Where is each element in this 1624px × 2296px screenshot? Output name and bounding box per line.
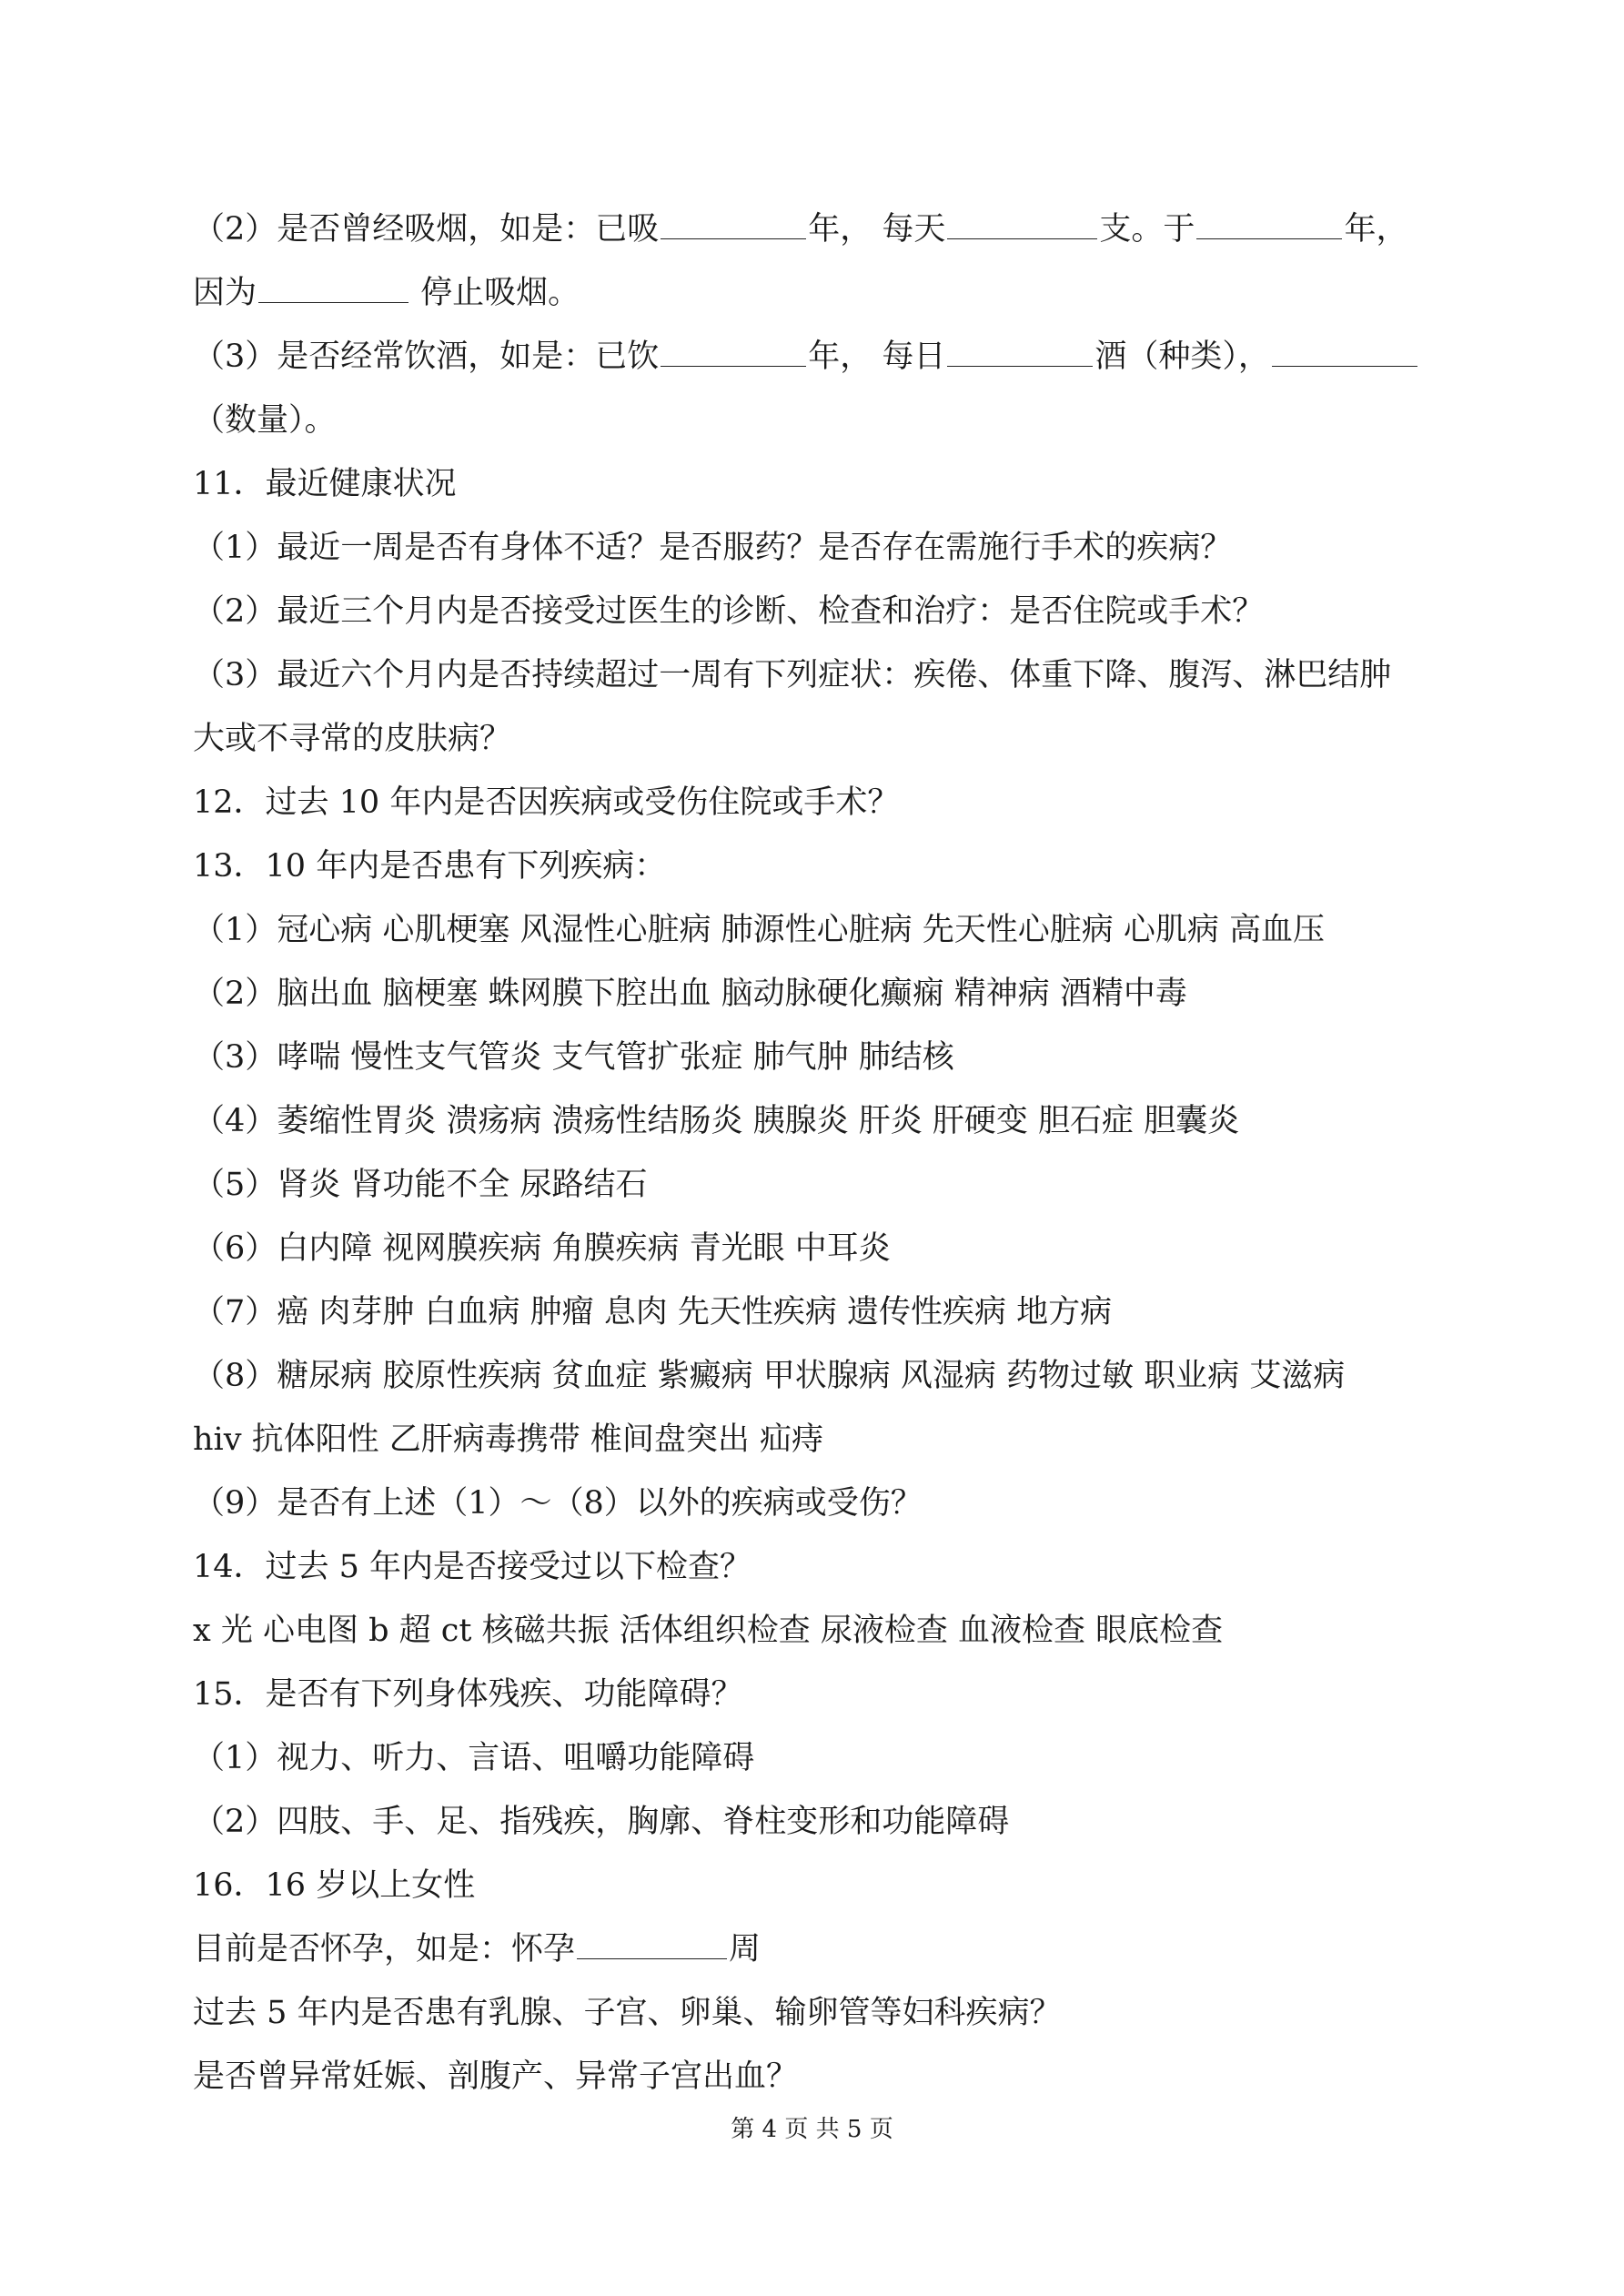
pregnancy-history-question: 是否曾异常妊娠、剖腹产、异常子宫出血？ (193, 2058, 799, 2095)
disease-list-9: （9）是否有上述（1）～（8）以外的疾病或受伤？ (193, 1485, 923, 1522)
disease-list-7: （7）癌 肉芽肿 白血病 肿瘤 息肉 先天性疾病 遗传性疾病 地方病 (193, 1294, 1113, 1330)
pregnancy-question (193, 1927, 1448, 1971)
text: 年， (1344, 211, 1408, 248)
section-15-heading: 15．是否有下列身体残疾、功能障碍？ (193, 1676, 743, 1713)
blank-field[interactable] (577, 1929, 727, 1959)
text: 酒（种类）， (1094, 339, 1270, 375)
blank-field[interactable] (661, 209, 806, 239)
drinking-question-cont: （数量）。 (193, 402, 337, 439)
section-13-heading: 13．10 年内是否患有下列疾病： (193, 848, 667, 885)
section-16-heading: 16．16 岁以上女性 (193, 1867, 476, 1904)
text: （3）是否经常饮酒，如是：已饮 (193, 339, 660, 375)
question-11-1: （1）最近一周是否有身体不适？是否服药？是否存在需施行手术的疾病？ (193, 530, 1233, 566)
blank-field[interactable] (661, 337, 806, 367)
text: 因为 (193, 275, 257, 311)
question-11-3-cont: 大或不寻常的皮肤病？ (193, 721, 512, 757)
drinking-question (193, 335, 1448, 379)
text: （2）是否曾经吸烟，如是：已吸 (193, 211, 660, 248)
disease-list-6: （6）白内障 视网膜疾病 角膜疾病 青光眼 中耳炎 (193, 1230, 891, 1267)
disability-2: （2）四肢、手、足、指残疾，胸廓、脊柱变形和功能障碍 (193, 1804, 1010, 1840)
blank-field[interactable] (258, 273, 409, 303)
section-11-heading: 11．最近健康状况 (193, 466, 457, 502)
disease-list-3: （3）哮喘 慢性支气管炎 支气管扩张症 肺气肿 肺结核 (193, 1039, 954, 1076)
disease-list-5: （5）肾炎 肾功能不全 尿路结石 (193, 1167, 648, 1203)
blank-field[interactable] (1272, 337, 1417, 367)
gynecology-question: 过去 5 年内是否患有乳腺、子宫、卵巢、输卵管等妇科疾病？ (193, 1995, 1062, 2031)
text: 支。于 (1099, 211, 1195, 248)
text: 目前是否怀孕，如是：怀孕 (193, 1931, 576, 1967)
disease-list-1: （1）冠心病 心肌梗塞 风湿性心脏病 肺源性心脏病 先天性心脏病 心肌病 高血压 (193, 912, 1326, 948)
text: 周 (729, 1931, 762, 1967)
blank-field[interactable] (1196, 209, 1342, 239)
disease-list-8: （8）糖尿病 胶原性疾病 贫血症 紫癜病 甲状腺病 风湿病 药物过敏 职业病 艾滋病 (193, 1358, 1346, 1394)
disease-list-2: （2）脑出血 脑梗塞 蛛网膜下腔出血 脑动脉硬化癫痫 精神病 酒精中毒 (193, 976, 1187, 1012)
exam-list: x 光 心电图 b 超 ct 核磁共振 活体组织检查 尿液检查 血液检查 眼底检查 (193, 1613, 1224, 1649)
blank-field[interactable] (947, 337, 1093, 367)
question-11-3: （3）最近六个月内是否持续超过一周有下列症状：疾倦、体重下降、腹泻、淋巴结肿 (193, 657, 1392, 693)
smoking-question (193, 207, 1448, 251)
disability-1: （1）视力、听力、言语、咀嚼功能障碍 (193, 1740, 755, 1776)
section-12-heading: 12．过去 10 年内是否因疾病或受伤住院或手术？ (193, 784, 900, 821)
smoking-question-cont (193, 271, 1448, 315)
blank-field[interactable] (947, 209, 1097, 239)
text: 停止吸烟。 (410, 275, 580, 311)
disease-list-8-cont: hiv 抗体阳性 乙肝病毒携带 椎间盘突出 疝痔 (193, 1421, 824, 1458)
question-11-2: （2）最近三个月内是否接受过医生的诊断、检查和治疗：是否住院或手术？ (193, 593, 1265, 630)
text: 年， 每天 (808, 211, 946, 248)
page-footer: 第 4 页 共 5 页 (731, 2116, 893, 2143)
text: 年， 每日 (808, 339, 946, 375)
section-14-heading: 14．过去 5 年内是否接受过以下检查？ (193, 1549, 752, 1585)
disease-list-4: （4）萎缩性胃炎 溃疡病 溃疡性结肠炎 胰腺炎 肝炎 肝硬变 胆石症 胆囊炎 (193, 1103, 1240, 1139)
